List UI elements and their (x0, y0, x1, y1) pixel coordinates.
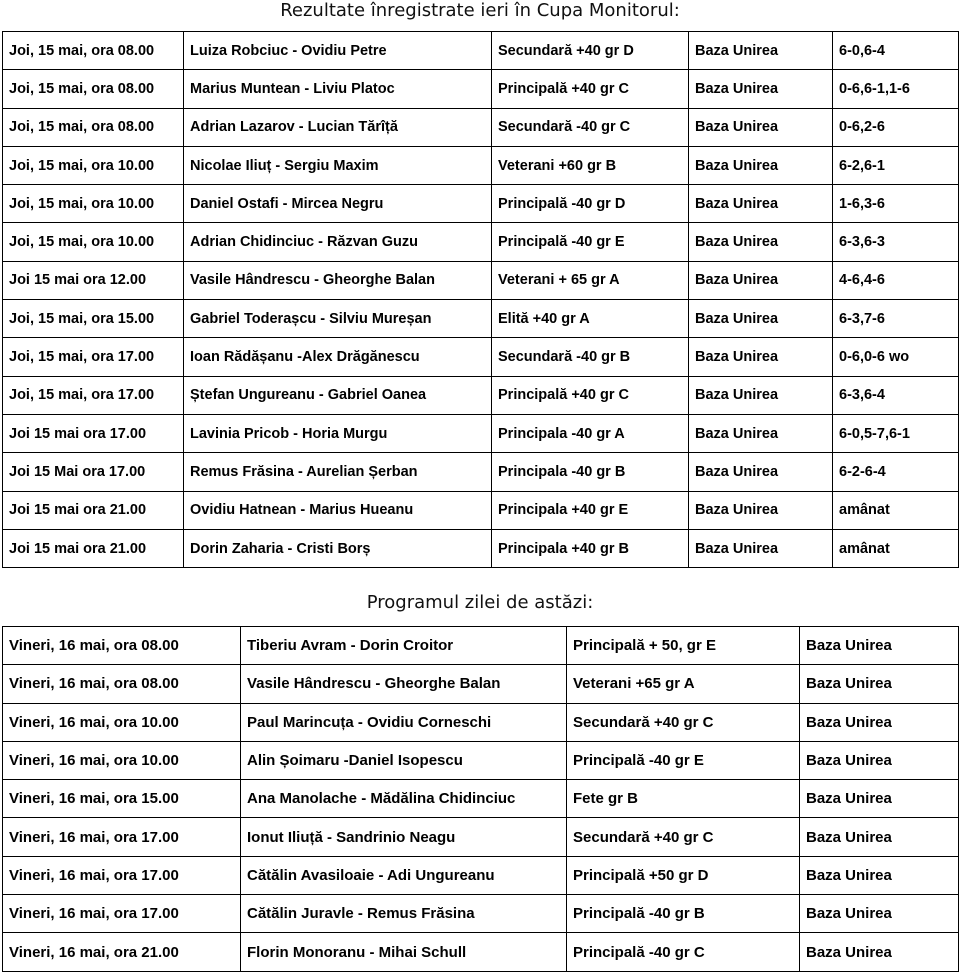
category-cell: Principala -40 gr A (492, 414, 689, 452)
category-cell: Secundară +40 gr C (567, 703, 800, 741)
table-row (3, 703, 959, 741)
table-row (3, 223, 959, 261)
venue-cell: Baza Unirea (800, 933, 959, 971)
score-cell: 0-6,0-6 wo (833, 338, 959, 376)
category-cell: Principală -40 gr B (567, 895, 800, 933)
venue-cell: Baza Unirea (689, 146, 833, 184)
time-cell: Joi, 15 mai, ora 10.00 (3, 185, 184, 223)
venue-cell: Baza Unirea (689, 108, 833, 146)
players-cell: Paul Marincuța - Ovidiu Corneschi (241, 703, 567, 741)
time-cell: Vineri, 16 mai, ora 17.00 (3, 818, 241, 856)
category-cell: Principală -40 gr D (492, 185, 689, 223)
time-cell: Joi 15 mai ora 21.00 (3, 491, 184, 529)
time-cell: Joi, 15 mai, ora 15.00 (3, 300, 184, 338)
venue-cell: Baza Unirea (689, 338, 833, 376)
table-row (3, 856, 959, 894)
players-cell: Gabriel Toderașcu - Silviu Mureșan (184, 300, 492, 338)
venue-cell: Baza Unirea (800, 703, 959, 741)
venue-cell: Baza Unirea (800, 741, 959, 779)
score-cell: 6-3,7-6 (833, 300, 959, 338)
table-row (3, 665, 959, 703)
players-cell: Daniel Ostafi - Mircea Negru (184, 185, 492, 223)
category-cell: Principală + 50, gr E (567, 627, 800, 665)
score-cell: 4-6,4-6 (833, 261, 959, 299)
time-cell: Joi 15 Mai ora 17.00 (3, 453, 184, 491)
venue-cell: Baza Unirea (689, 376, 833, 414)
time-cell: Joi, 15 mai, ora 08.00 (3, 32, 184, 70)
category-cell: Veterani +65 gr A (567, 665, 800, 703)
venue-cell: Baza Unirea (689, 185, 833, 223)
category-cell: Principală +40 gr C (492, 70, 689, 108)
table-row (3, 32, 959, 70)
score-cell: 6-0,6-4 (833, 32, 959, 70)
players-cell: Adrian Chidinciuc - Răzvan Guzu (184, 223, 492, 261)
venue-cell: Baza Unirea (689, 300, 833, 338)
time-cell: Vineri, 16 mai, ora 08.00 (3, 665, 241, 703)
score-cell: amânat (833, 529, 959, 567)
table-row (3, 453, 959, 491)
venue-cell: Baza Unirea (800, 895, 959, 933)
score-cell: 6-2-6-4 (833, 453, 959, 491)
time-cell: Joi, 15 mai, ora 08.00 (3, 70, 184, 108)
category-cell: Elită +40 gr A (492, 300, 689, 338)
table-row (3, 261, 959, 299)
table-row (3, 491, 959, 529)
schedule-table (2, 626, 959, 972)
score-cell: 0-6,2-6 (833, 108, 959, 146)
category-cell: Principală -40 gr C (567, 933, 800, 971)
category-cell: Secundară -40 gr C (492, 108, 689, 146)
category-cell: Fete gr B (567, 780, 800, 818)
players-cell: Ionut Iliuță - Sandrinio Neagu (241, 818, 567, 856)
time-cell: Joi 15 mai ora 21.00 (3, 529, 184, 567)
score-cell: 6-2,6-1 (833, 146, 959, 184)
players-cell: Adrian Lazarov - Lucian Tărîță (184, 108, 492, 146)
time-cell: Vineri, 16 mai, ora 10.00 (3, 741, 241, 779)
time-cell: Vineri, 16 mai, ora 21.00 (3, 933, 241, 971)
category-cell: Principala +40 gr B (492, 529, 689, 567)
players-cell: Tiberiu Avram - Dorin Croitor (241, 627, 567, 665)
score-cell: 6-3,6-3 (833, 223, 959, 261)
time-cell: Vineri, 16 mai, ora 15.00 (3, 780, 241, 818)
time-cell: Joi, 15 mai, ora 08.00 (3, 108, 184, 146)
results-title: Rezultate înregistrate ieri în Cupa Monitorul: (280, 0, 680, 21)
players-cell: Nicolae Iliuț - Sergiu Maxim (184, 146, 492, 184)
score-cell: 1-6,3-6 (833, 185, 959, 223)
venue-cell: Baza Unirea (689, 261, 833, 299)
category-cell: Principală -40 gr E (567, 741, 800, 779)
players-cell: Cătălin Juravle - Remus Frăsina (241, 895, 567, 933)
time-cell: Vineri, 16 mai, ora 17.00 (3, 856, 241, 894)
players-cell: Dorin Zaharia - Cristi Borș (184, 529, 492, 567)
table-row (3, 185, 959, 223)
category-cell: Veterani + 65 gr A (492, 261, 689, 299)
table-row (3, 108, 959, 146)
table-row (3, 414, 959, 452)
players-cell: Vasile Hândrescu - Gheorghe Balan (241, 665, 567, 703)
table-row (3, 818, 959, 856)
venue-cell: Baza Unirea (689, 529, 833, 567)
venue-cell: Baza Unirea (689, 70, 833, 108)
time-cell: Vineri, 16 mai, ora 08.00 (3, 627, 241, 665)
players-cell: Ștefan Ungureanu - Gabriel Oanea (184, 376, 492, 414)
time-cell: Joi, 15 mai, ora 10.00 (3, 223, 184, 261)
venue-cell: Baza Unirea (689, 414, 833, 452)
table-row (3, 338, 959, 376)
venue-cell: Baza Unirea (689, 453, 833, 491)
category-cell: Secundară +40 gr C (567, 818, 800, 856)
time-cell: Joi, 15 mai, ora 10.00 (3, 146, 184, 184)
category-cell: Principala +40 gr E (492, 491, 689, 529)
players-cell: Lavinia Pricob - Horia Murgu (184, 414, 492, 452)
table-row (3, 627, 959, 665)
players-cell: Florin Monoranu - Mihai Schull (241, 933, 567, 971)
score-cell: 6-3,6-4 (833, 376, 959, 414)
table-row (3, 300, 959, 338)
players-cell: Ioan Rădășanu -Alex Drăgănescu (184, 338, 492, 376)
table-row (3, 529, 959, 567)
time-cell: Joi, 15 mai, ora 17.00 (3, 338, 184, 376)
table-row (3, 933, 959, 971)
players-cell: Cătălin Avasiloaie - Adi Ungureanu (241, 856, 567, 894)
table-row (3, 895, 959, 933)
category-cell: Veterani +60 gr B (492, 146, 689, 184)
score-cell: 6-0,5-7,6-1 (833, 414, 959, 452)
venue-cell: Baza Unirea (800, 665, 959, 703)
players-cell: Remus Frăsina - Aurelian Șerban (184, 453, 492, 491)
category-cell: Principala -40 gr B (492, 453, 689, 491)
table-row (3, 376, 959, 414)
players-cell: Marius Muntean - Liviu Platoc (184, 70, 492, 108)
category-cell: Principală +50 gr D (567, 856, 800, 894)
category-cell: Principală +40 gr C (492, 376, 689, 414)
venue-cell: Baza Unirea (689, 223, 833, 261)
score-cell: 0-6,6-1,1-6 (833, 70, 959, 108)
players-cell: Vasile Hândrescu - Gheorghe Balan (184, 261, 492, 299)
results-table (2, 31, 959, 568)
table-row (3, 146, 959, 184)
players-cell: Ana Manolache - Mădălina Chidinciuc (241, 780, 567, 818)
venue-cell: Baza Unirea (800, 818, 959, 856)
time-cell: Vineri, 16 mai, ora 10.00 (3, 703, 241, 741)
category-cell: Secundară -40 gr B (492, 338, 689, 376)
category-cell: Secundară +40 gr D (492, 32, 689, 70)
venue-cell: Baza Unirea (800, 856, 959, 894)
schedule-title: Programul zilei de astăzi: (366, 592, 594, 613)
players-cell: Luiza Robciuc - Ovidiu Petre (184, 32, 492, 70)
time-cell: Joi 15 mai ora 17.00 (3, 414, 184, 452)
score-cell: amânat (833, 491, 959, 529)
venue-cell: Baza Unirea (689, 491, 833, 529)
venue-cell: Baza Unirea (689, 32, 833, 70)
table-row (3, 741, 959, 779)
venue-cell: Baza Unirea (800, 780, 959, 818)
players-cell: Alin Șoimaru -Daniel Isopescu (241, 741, 567, 779)
table-row (3, 70, 959, 108)
table-row (3, 780, 959, 818)
time-cell: Joi, 15 mai, ora 17.00 (3, 376, 184, 414)
category-cell: Principală -40 gr E (492, 223, 689, 261)
players-cell: Ovidiu Hatnean - Marius Hueanu (184, 491, 492, 529)
time-cell: Joi 15 mai ora 12.00 (3, 261, 184, 299)
time-cell: Vineri, 16 mai, ora 17.00 (3, 895, 241, 933)
venue-cell: Baza Unirea (800, 627, 959, 665)
